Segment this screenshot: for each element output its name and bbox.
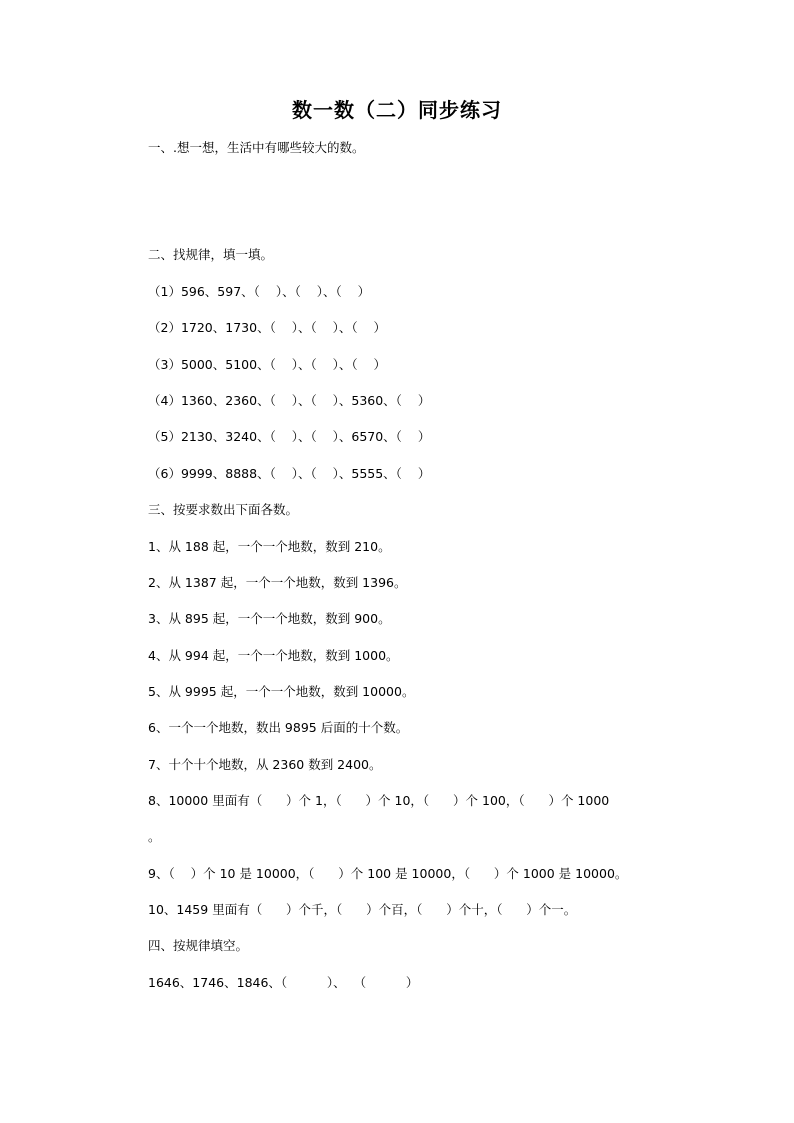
section-3-heading: 三、按要求数出下面各数。 — [148, 502, 299, 517]
pattern-item-3: （3）5000、5100、（ ）、（ ）、（ ） — [148, 357, 387, 372]
counting-item-3: 3、从 895 起，一个一个地数，数到 900。 — [148, 611, 391, 626]
counting-item-5: 5、从 9995 起，一个一个地数，数到 10000。 — [148, 684, 415, 699]
pattern-item-6: （6）9999、8888、（ ）、（ ）、5555、（ ） — [148, 466, 431, 481]
rule-fill-item-1: 1646、1746、1846、（ ）、 （ ） — [148, 975, 419, 990]
section-4-heading: 四、按规律填空。 — [148, 938, 249, 953]
counting-item-2: 2、从 1387 起，一个一个地数，数到 1396。 — [148, 575, 407, 590]
counting-item-6: 6、一个一个地数，数出 9895 后面的十个数。 — [148, 720, 409, 735]
counting-item-10: 10、1459 里面有（ ）个千，（ ）个百，（ ）个十，（ ）个一。 — [148, 902, 577, 917]
counting-item-9: 9、（ ）个 10 是 10000，（ ）个 100 是 10000，（ ）个 1000 是 10000。 — [148, 866, 628, 881]
page-title: 数一数（二）同步练习 — [292, 98, 502, 122]
pattern-item-4: （4）1360、2360、（ ）、（ ）、5360、（ ） — [148, 393, 431, 408]
counting-item-7: 7、十个十个地数，从 2360 数到 2400。 — [148, 757, 382, 772]
pattern-item-1: （1）596、597、（ ）、（ ）、（ ） — [148, 284, 371, 299]
section-1-heading: 一、.想一想，生活中有哪些较大的数。 — [148, 140, 365, 155]
counting-item-8-overflow: 。 — [148, 829, 161, 844]
counting-item-8: 8、10000 里面有（ ）个 1，（ ）个 10，（ ）个 100，（ ）个 1000 — [148, 793, 610, 808]
counting-item-4: 4、从 994 起，一个一个地数，数到 1000。 — [148, 648, 399, 663]
pattern-item-2: （2）1720、1730、（ ）、（ ）、（ ） — [148, 320, 387, 335]
pattern-item-5: （5）2130、3240、（ ）、（ ）、6570、（ ） — [148, 429, 431, 444]
counting-item-1: 1、从 188 起，一个一个地数，数到 210。 — [148, 539, 391, 554]
section-2-heading: 二、找规律，填一填。 — [148, 247, 274, 262]
